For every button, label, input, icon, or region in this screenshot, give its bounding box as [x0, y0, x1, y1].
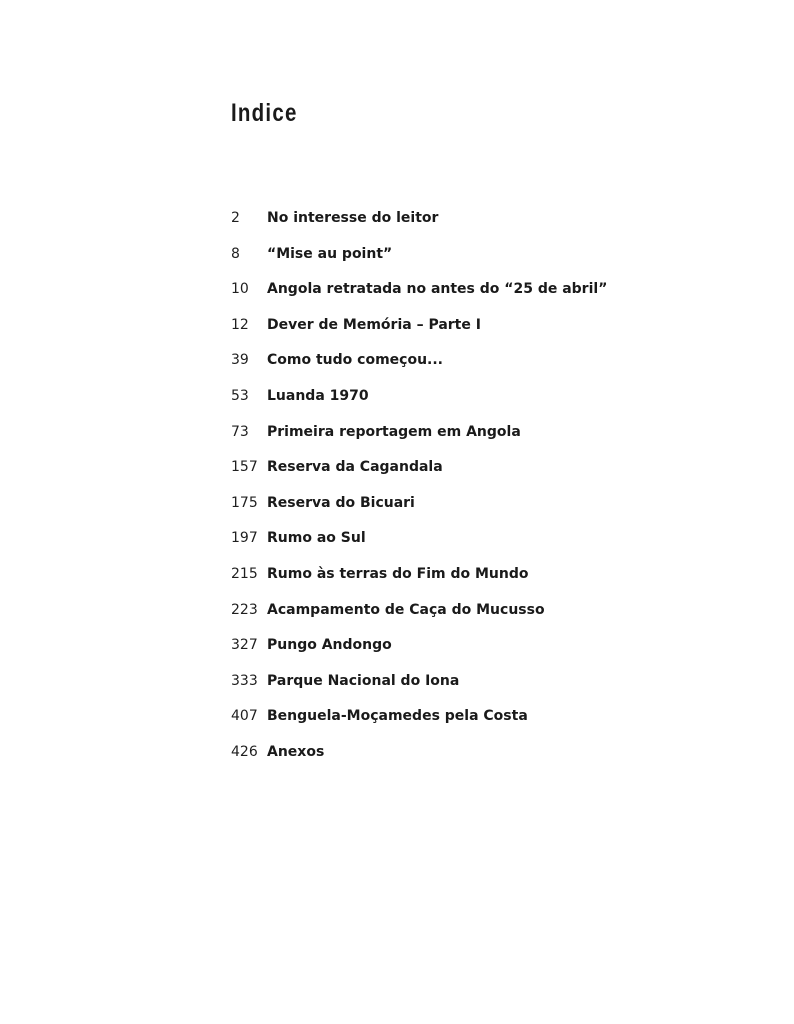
toc-chapter-title: Como tudo começou...: [267, 352, 443, 369]
toc-entry: [231, 384, 711, 420]
toc-entry: [231, 669, 711, 705]
toc-chapter-title: Dever de Memória – Parte I: [267, 316, 481, 333]
toc-page-number: 8: [231, 245, 240, 262]
toc-chapter-title: Parque Nacional do Iona: [267, 672, 460, 689]
toc-entry: [231, 562, 711, 598]
toc-entry: [231, 420, 711, 456]
toc-page-number: 53: [231, 387, 249, 404]
toc-entry: [231, 633, 711, 669]
toc-chapter-title: No interesse do leitor: [267, 210, 439, 226]
toc-page-number: 407: [231, 708, 258, 725]
toc-entry: [231, 491, 711, 527]
toc-chapter-title: “Mise au point”: [267, 245, 393, 262]
toc-entry: [231, 526, 711, 562]
toc-chapter-title: Reserva da Cagandala: [267, 459, 443, 476]
toc-page-number: 327: [231, 637, 258, 654]
toc-entry: [231, 242, 711, 278]
toc-entry: [231, 704, 711, 740]
toc-page-number: 39: [231, 352, 249, 369]
toc-page-number: 73: [231, 423, 249, 440]
toc-page-number: 223: [231, 601, 258, 618]
toc-entry: [231, 598, 711, 634]
table-of-contents: [231, 206, 711, 776]
toc-chapter-title: Angola retratada no antes do “25 de abril”: [267, 281, 608, 298]
toc-entry: [231, 348, 711, 384]
toc-page-number: 157: [231, 459, 258, 476]
toc-chapter-title: Acampamento de Caça do Mucusso: [267, 601, 545, 618]
toc-page-number: 426: [231, 743, 258, 760]
toc-page-number: 175: [231, 494, 258, 511]
toc-entry: [231, 277, 711, 313]
toc-chapter-title: Rumo ao Sul: [267, 530, 366, 547]
toc-chapter-title: Benguela-Moçamedes pela Costa: [267, 708, 528, 725]
toc-chapter-title: Luanda 1970: [267, 387, 369, 404]
toc-chapter-title: Reserva do Bicuari: [267, 494, 415, 511]
toc-entry: [231, 206, 711, 242]
toc-chapter-title: Primeira reportagem em Angola: [267, 423, 521, 440]
toc-entry: [231, 455, 711, 491]
toc-page-number: 333: [231, 672, 258, 689]
toc-page-number: 12: [231, 316, 249, 333]
toc-entry: [231, 740, 711, 776]
page-title: Indice: [231, 99, 298, 127]
toc-chapter-title: Rumo às terras do Fim do Mundo: [267, 565, 529, 582]
toc-page-number: 197: [231, 530, 258, 547]
toc-page-number: 10: [231, 281, 249, 298]
toc-entry: [231, 313, 711, 349]
toc-chapter-title: Pungo Andongo: [267, 637, 392, 654]
toc-page-number: 215: [231, 565, 258, 582]
toc-page-number: 2: [231, 210, 240, 226]
toc-chapter-title: Anexos: [267, 743, 325, 760]
